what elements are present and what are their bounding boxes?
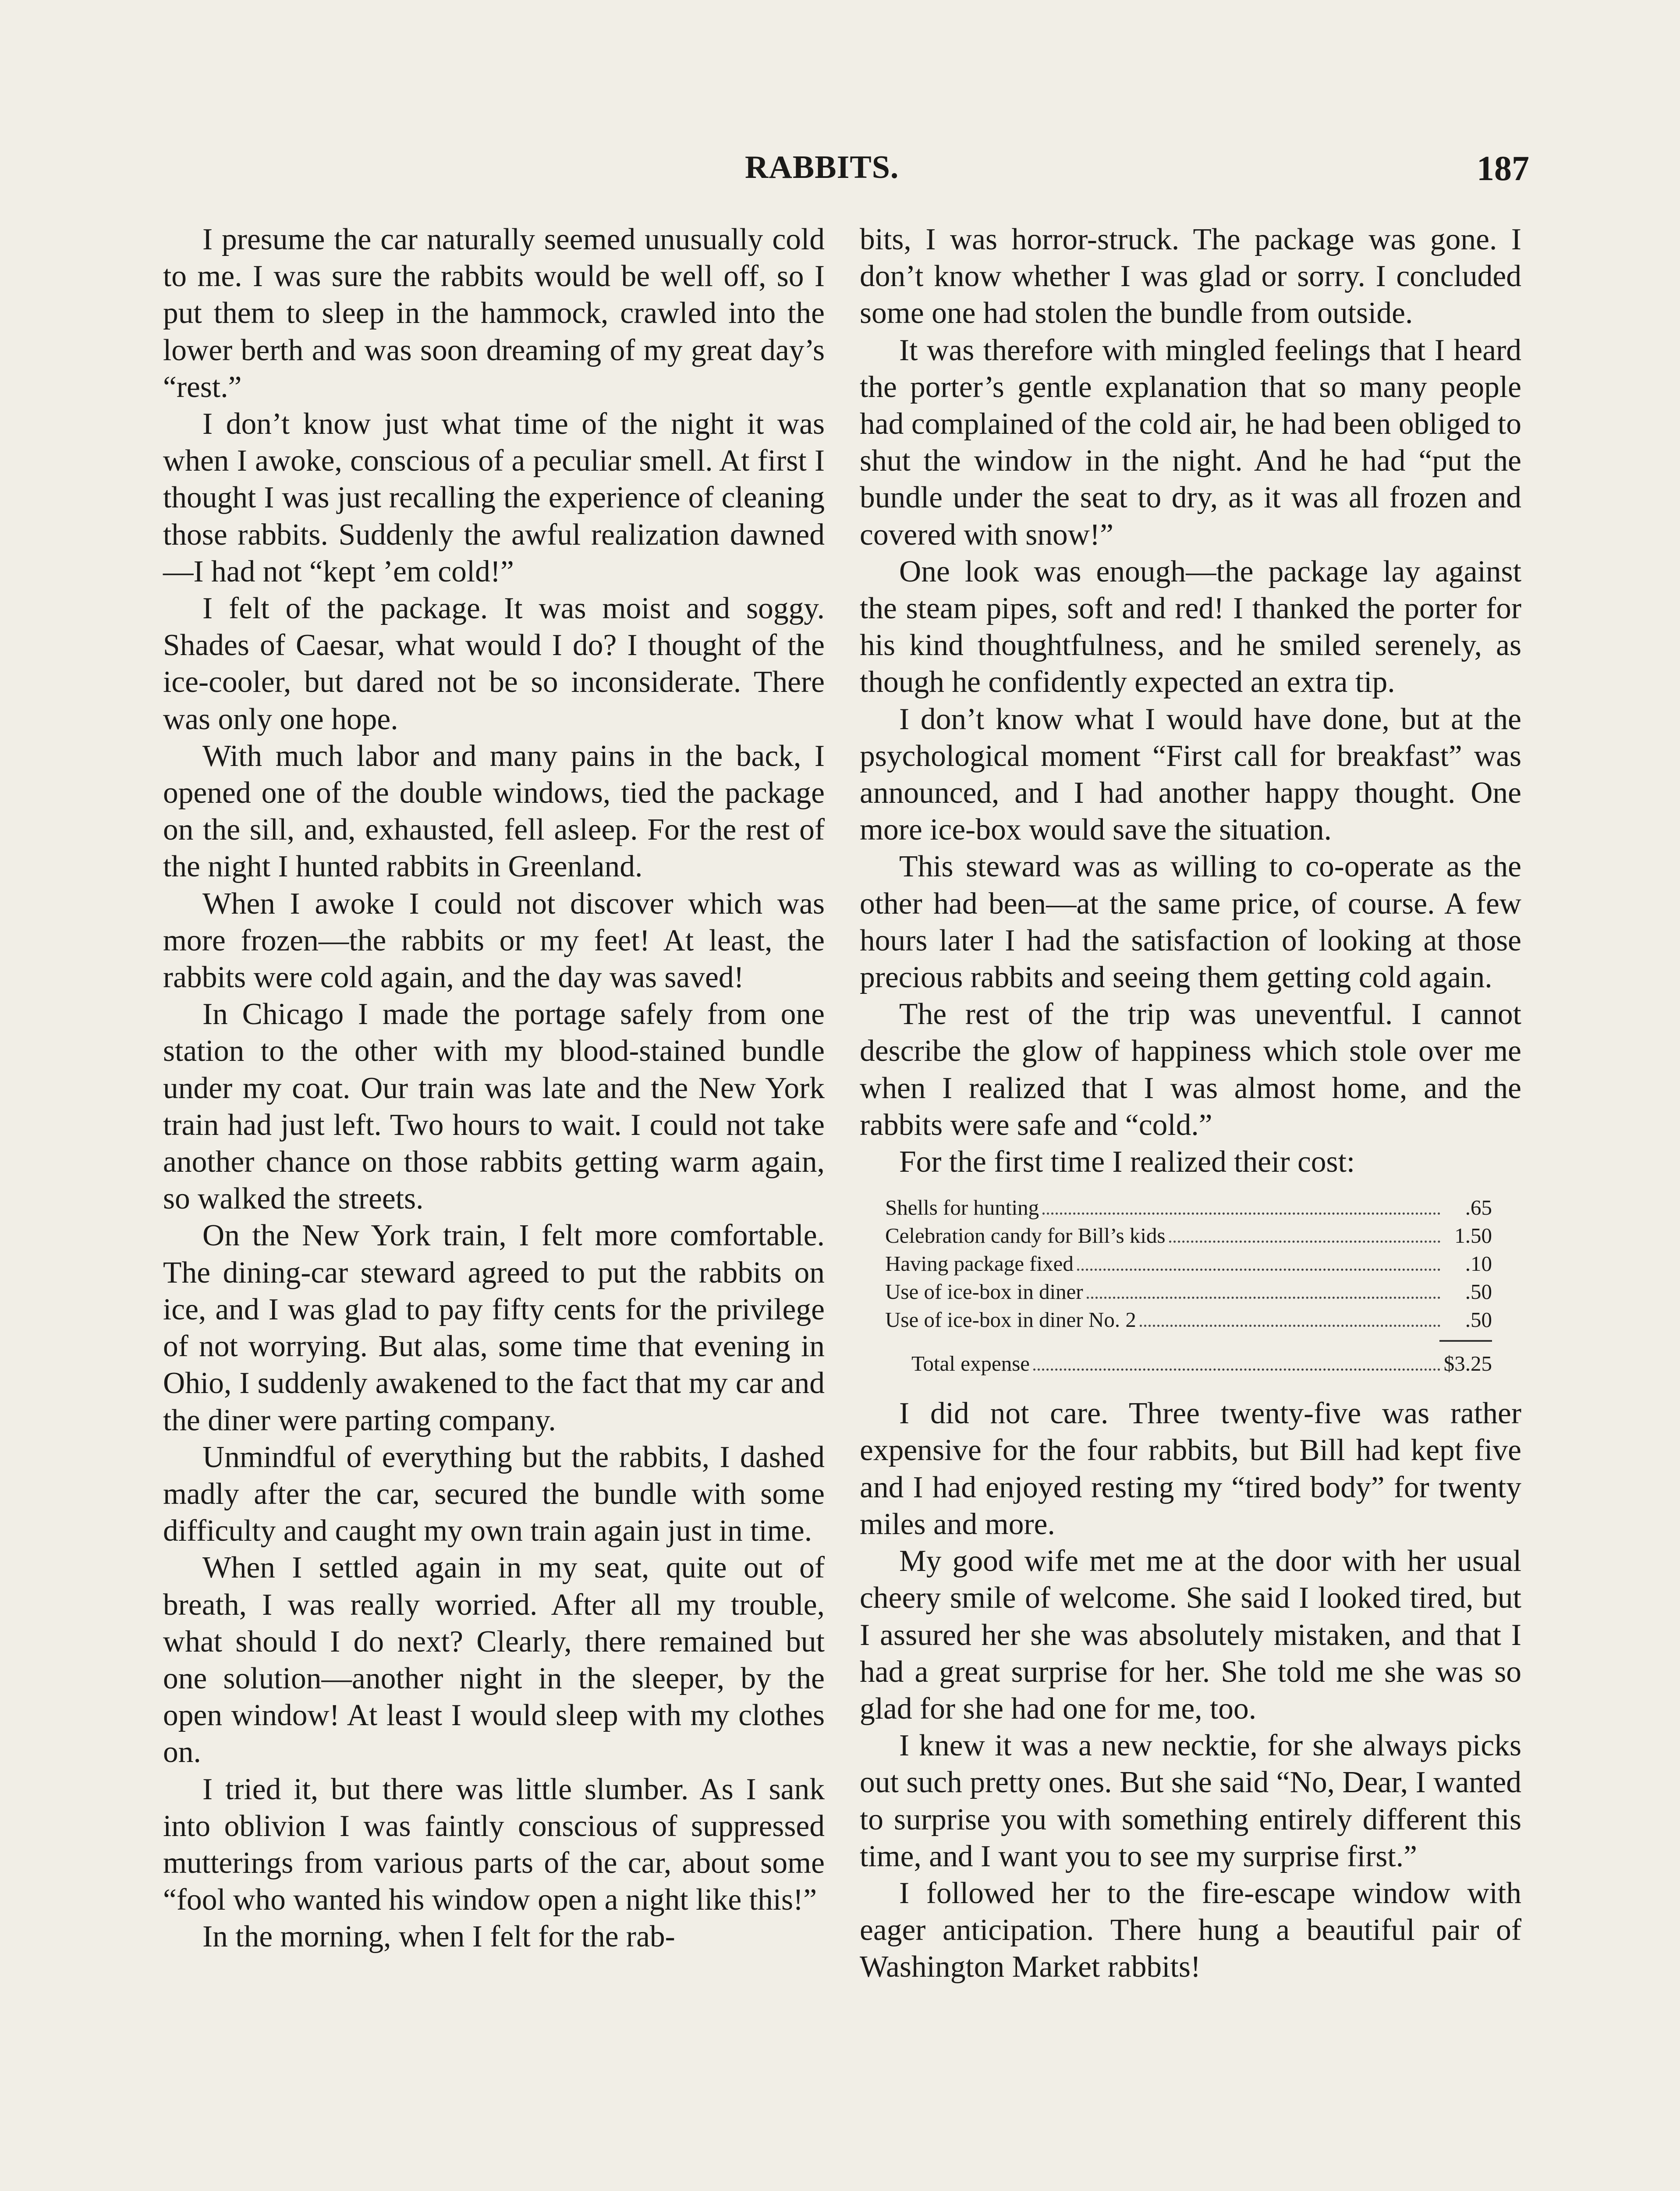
running-header-title: RABBITS. <box>745 149 899 185</box>
cost-label: Use of ice-box in diner No. 2 <box>885 1308 1136 1332</box>
cost-value: .65 <box>1465 1195 1492 1220</box>
cost-row <box>885 1222 1492 1250</box>
cost-label: Shells for hunting <box>885 1195 1039 1220</box>
paragraph: I did not care. Three twenty-five was rather expensive for the four rabbits, but Bill had kept five and I had enjoyed resting my “tired body” for twenty miles and more. <box>860 1397 1521 1541</box>
cost-label: Having package fixed <box>885 1251 1074 1276</box>
paragraph: I knew it was a new necktie, for she always picks out such pretty ones. But she said “No, Dear, I wanted to surprise you with something entirely different this time, and I want you to see my surprise first.” <box>860 1729 1521 1873</box>
cost-value: .50 <box>1465 1280 1492 1304</box>
paragraph: The rest of the trip was uneventful. I cannot describe the glow of happiness which stole over me when I realized that I was almost home, and the rabbits were safe and “cold.” <box>860 997 1521 1142</box>
dot-leader <box>1169 1241 1440 1243</box>
dot-leader <box>1140 1325 1440 1327</box>
cost-value: 1.50 <box>1454 1223 1492 1248</box>
paragraph: I tried it, but there was little slumber. As I sank into oblivion I was faintly conscious of suppressed mutterings from various parts of the car, about some “fool who wanted his window open a night like this!” <box>163 1772 825 1917</box>
dot-leader <box>1033 1368 1440 1371</box>
right-column <box>860 221 1521 1986</box>
paragraph: In Chicago I made the portage safely from one station to the other with my blood-stained bundle under my coat. Our train was late and the New York train had just left. Two hours to wait. I could not take another chance on those rabbits getting warm again, so walked the streets. <box>163 997 825 1216</box>
cost-value: .10 <box>1465 1251 1492 1276</box>
total-value: $3.25 <box>1443 1351 1492 1376</box>
total-label: Total expense <box>911 1351 1030 1376</box>
cost-label: Celebration candy for Bill’s kids <box>885 1223 1166 1248</box>
paragraph: I don’t know just what time of the night it was when I awoke, conscious of a peculiar smell. At first I thought I was just recalling the experience of cleaning those rabbits. Suddenly the awful realization dawned—I had not “kept ’em cold!” <box>163 407 825 589</box>
cost-table <box>885 1194 1492 1378</box>
cost-row <box>885 1250 1492 1278</box>
paragraph: On the New York train, I felt more comfortable. The dining-car steward agreed to put the rabbits on ice, and I was glad to pay fifty cents for the privilege of not worrying. But alas, some time that evening in Ohio, I suddenly awakened to the fact that my car and the diner were parting company. <box>163 1219 825 1437</box>
paragraph: When I settled again in my seat, quite out of breath, I was really worried. After all my trouble, what should I do next? Clearly, there remained but one solution—another night in the sleeper, by the open window! At least I would sleep with my clothes on. <box>163 1551 825 1769</box>
paragraph: One look was enough—the package lay against the steam pipes, soft and red! I thanked the porter for his kind thoughtfulness, and he smiled serenely, as though he confidently expected an extra tip. <box>860 554 1521 699</box>
cost-row <box>885 1278 1492 1306</box>
paragraph: In the morning, when I felt for the rab- <box>202 1920 675 1954</box>
paragraph: My good wife met me at the door with her usual cheery smile of welcome. She said I looked tired, but I assured her she was absolutely mistaken, and that I had a great surprise for her. She told me she was so glad for she had one for me, too. <box>860 1544 1521 1726</box>
paragraph: bits, I was horror-struck. The package was gone. I don’t know whether I was glad or sorry. I concluded some one had stolen the bundle from outside. <box>860 223 1521 330</box>
dot-leader <box>1077 1269 1440 1271</box>
cost-value: .50 <box>1465 1308 1492 1332</box>
total-rule <box>1439 1340 1492 1342</box>
cost-intro: For the first time I realized their cost: <box>899 1145 1355 1179</box>
paragraph: This steward was as willing to co-operate as the other had been—at the same price, of course. A few hours later I had the satisfaction of looking at those precious rabbits and seeing them getting cold again. <box>860 850 1521 995</box>
paragraph: Unmindful of everything but the rabbits, I dashed madly after the car, secured the bundle with some difficulty and caught my own train again just in time. <box>163 1440 825 1548</box>
cost-row <box>885 1194 1492 1222</box>
cost-row <box>885 1306 1492 1334</box>
page-number: 187 <box>1477 149 1529 188</box>
cost-label: Use of ice-box in diner <box>885 1280 1083 1304</box>
total-row <box>885 1350 1492 1378</box>
left-column <box>163 221 825 1956</box>
dot-leader <box>1042 1212 1440 1215</box>
dot-leader <box>1087 1297 1440 1299</box>
paragraph: I don’t know what I would have done, but at the psychological moment “First call for breakfast” was announced, and I had another happy thought. One more ice-box would save the situation. <box>860 702 1521 847</box>
paragraph: With much labor and many pains in the back, I opened one of the double windows, tied the package on the sill, and, exhausted, fell asleep. For the rest of the night I hunted rabbits in Greenland. <box>163 739 825 884</box>
paragraph: I followed her to the fire-escape window with eager anticipation. There hung a beautiful pair of Washington Market rabbits! <box>860 1876 1521 1984</box>
paragraph: I felt of the package. It was moist and soggy. Shades of Caesar, what would I do? I thought of the ice-cooler, but dared not be so inconsiderate. There was only one hope. <box>163 592 825 736</box>
paragraph: I presume the car naturally seemed unusually cold to me. I was sure the rabbits would be well off, so I put them to sleep in the hammock, crawled into the lower berth and was soon dreaming of my great day’s “rest.” <box>163 223 825 404</box>
paragraph: It was therefore with mingled feelings that I heard the porter’s gentle explanation that so many people had complained of the cold air, he had been obliged to shut the window in the night. And he had “put the bundle under the seat to dry, as it was all frozen and covered with snow!” <box>860 333 1521 552</box>
paragraph: When I awoke I could not discover which was more frozen—the rabbits or my feet! At least, the rabbits were cold again, and the day was saved! <box>163 886 825 995</box>
